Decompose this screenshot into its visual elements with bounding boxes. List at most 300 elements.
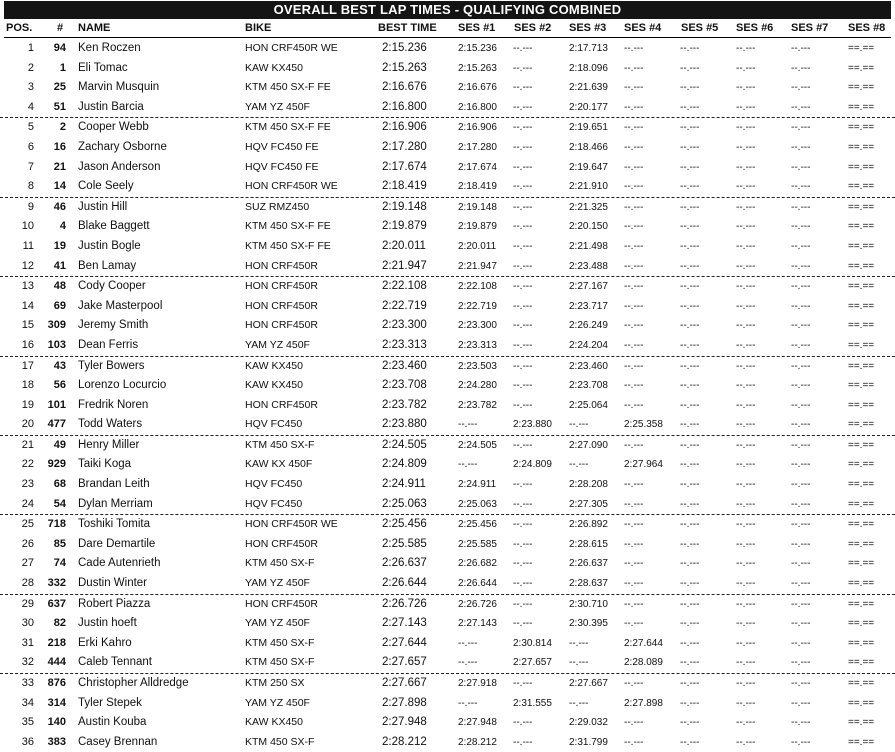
best-time-cell: 2:17.674	[382, 160, 427, 173]
rider-name: Taiki Koga	[78, 458, 132, 471]
best-time-cell: 2:22.719	[382, 299, 427, 312]
col-bike: BIKE	[245, 22, 272, 34]
session-1-cell: 2:16.800	[458, 101, 497, 113]
session-6-cell: --.---	[736, 101, 756, 113]
best-time-cell: 2:21.947	[382, 259, 427, 272]
session-6-cell: --.---	[736, 141, 756, 153]
results-table	[0, 39, 895, 752]
session-4-cell: --.---	[624, 240, 644, 252]
session-2-cell: --.---	[513, 380, 533, 392]
session-1-cell: 2:26.682	[458, 558, 497, 570]
session-8-cell: ==.==	[848, 221, 875, 233]
pos-cell: 9	[27, 200, 34, 213]
bike-cell: KAW KX 450F	[245, 458, 313, 471]
session-8-cell: ==.==	[848, 240, 875, 252]
session-5-cell: --.---	[680, 82, 700, 94]
pos-cell: 33	[21, 677, 34, 689]
bike-cell: KTM 450 SX-F	[245, 438, 315, 451]
rider-name: Cooper Webb	[78, 121, 149, 134]
table-row	[0, 237, 895, 257]
best-time-cell: 2:23.460	[382, 359, 427, 372]
session-2-cell: 2:31.555	[513, 697, 552, 709]
col-name: NAME	[78, 22, 111, 34]
best-time-cell: 2:15.263	[382, 61, 427, 74]
session-5-cell: --.---	[680, 281, 700, 293]
session-3-cell: 2:24.204	[569, 339, 608, 351]
session-6-cell: --.---	[736, 578, 756, 590]
session-4-cell: 2:25.358	[624, 419, 663, 431]
report-title: OVERALL BEST LAP TIMES - QUALIFYING COMBINED	[4, 1, 891, 19]
bike-cell: SUZ RMZ450	[245, 200, 310, 213]
rider-name: Cade Autenrieth	[78, 557, 161, 570]
number-cell: 48	[53, 280, 66, 293]
session-1-cell: 2:28.212	[458, 736, 497, 748]
session-1-cell: 2:25.585	[458, 538, 497, 550]
bike-cell: KTM 450 SX-F FE	[245, 81, 331, 94]
best-time-cell: 2:18.419	[382, 180, 427, 193]
number-cell: 929	[47, 458, 66, 471]
session-6-cell: --.---	[736, 240, 756, 252]
table-row	[0, 78, 895, 98]
session-3-cell: 2:27.090	[569, 439, 608, 451]
col-ses-6: SES #6	[736, 22, 774, 34]
best-time-cell: 2:24.911	[382, 478, 426, 491]
session-4-cell: --.---	[624, 43, 644, 54]
session-4-cell: --.---	[624, 498, 644, 510]
session-1-cell: 2:26.726	[458, 598, 497, 610]
session-8-cell: ==.==	[848, 320, 875, 332]
best-time-cell: 2:24.505	[382, 438, 427, 451]
table-row	[0, 336, 895, 357]
bike-cell: HQV FC450	[245, 418, 303, 431]
session-7-cell: --.---	[791, 221, 811, 233]
session-2-cell: --.---	[513, 300, 533, 312]
bike-cell: HON CRF450R WE	[245, 180, 338, 193]
table-row	[0, 495, 895, 516]
session-8-cell: ==.==	[848, 657, 875, 669]
session-3-cell: --.---	[569, 657, 589, 669]
column-header-row	[0, 22, 895, 38]
session-7-cell: --.---	[791, 320, 811, 332]
number-cell: 16	[53, 140, 66, 153]
rider-name: Caleb Tennant	[78, 656, 152, 669]
session-8-cell: ==.==	[848, 558, 875, 570]
table-row	[0, 694, 895, 714]
number-cell: 51	[53, 100, 66, 113]
session-6-cell: --.---	[736, 697, 756, 709]
pos-cell: 16	[21, 338, 34, 351]
col-number: #	[57, 22, 64, 34]
session-5-cell: --.---	[680, 62, 700, 74]
bike-cell: KTM 450 SX-F	[245, 557, 315, 570]
session-5-cell: --.---	[680, 558, 700, 570]
session-8-cell: ==.==	[848, 678, 875, 689]
best-time-cell: 2:23.300	[382, 319, 427, 332]
session-2-cell: --.---	[513, 439, 533, 451]
session-3-cell: 2:18.096	[569, 62, 608, 74]
session-1-cell: 2:16.676	[458, 82, 497, 94]
session-4-cell: 2:27.964	[624, 459, 663, 471]
best-time-cell: 2:16.676	[382, 81, 427, 94]
session-7-cell: --.---	[791, 122, 811, 134]
session-3-cell: 2:27.305	[569, 498, 608, 510]
best-time-cell: 2:23.782	[382, 398, 427, 411]
pos-cell: 1	[27, 42, 34, 54]
rider-name: Justin hoeft	[78, 617, 137, 630]
session-2-cell: --.---	[513, 260, 533, 272]
session-2-cell: --.---	[513, 122, 533, 134]
session-7-cell: --.---	[791, 558, 811, 570]
session-6-cell: --.---	[736, 380, 756, 392]
session-8-cell: ==.==	[848, 439, 875, 451]
session-3-cell: 2:17.713	[569, 43, 608, 54]
table-row	[0, 415, 895, 436]
best-time-cell: 2:19.148	[382, 200, 427, 213]
number-cell: 14	[53, 180, 66, 193]
session-3-cell: 2:23.488	[569, 260, 608, 272]
bike-cell: KAW KX450	[245, 716, 303, 729]
session-1-cell: 2:19.879	[458, 221, 497, 233]
session-2-cell: --.---	[513, 399, 533, 411]
session-5-cell: --.---	[680, 697, 700, 709]
rider-name: Austin Kouba	[78, 716, 147, 729]
session-1-cell: 2:23.503	[458, 360, 497, 372]
session-2-cell: --.---	[513, 141, 533, 153]
session-2-cell: --.---	[513, 618, 533, 630]
table-row	[0, 574, 895, 595]
table-row	[0, 455, 895, 475]
pos-cell: 26	[21, 537, 34, 550]
session-7-cell: --.---	[791, 181, 811, 193]
bike-cell: YAM YZ 450F	[245, 338, 310, 351]
session-7-cell: --.---	[791, 618, 811, 630]
table-row	[0, 257, 895, 278]
best-time-cell: 2:27.644	[382, 636, 427, 649]
session-6-cell: --.---	[736, 320, 756, 332]
session-7-cell: --.---	[791, 260, 811, 272]
best-time-cell: 2:20.011	[382, 239, 426, 252]
table-row	[0, 595, 895, 615]
session-5-cell: --.---	[680, 161, 700, 173]
bike-cell: HON CRF450R WE	[245, 42, 338, 54]
best-time-cell: 2:16.800	[382, 100, 427, 113]
rider-name: Dare Demartile	[78, 537, 156, 550]
bike-cell: HQV FC450	[245, 478, 303, 491]
rider-name: Henry Miller	[78, 438, 140, 451]
session-8-cell: ==.==	[848, 736, 875, 748]
number-cell: 477	[47, 418, 66, 431]
number-cell: 1	[59, 61, 66, 74]
session-5-cell: --.---	[680, 538, 700, 550]
table-row	[0, 396, 895, 416]
pos-cell: 17	[21, 359, 34, 372]
session-5-cell: --.---	[680, 360, 700, 372]
session-7-cell: --.---	[791, 419, 811, 431]
number-cell: 68	[53, 478, 66, 491]
pos-cell: 4	[27, 100, 34, 113]
best-time-cell: 2:27.667	[382, 677, 427, 689]
session-2-cell: --.---	[513, 519, 533, 531]
session-6-cell: --.---	[736, 300, 756, 312]
session-5-cell: --.---	[680, 260, 700, 272]
number-cell: 43	[53, 359, 66, 372]
number-cell: 69	[53, 299, 66, 312]
session-6-cell: --.---	[736, 399, 756, 411]
pos-cell: 11	[22, 239, 34, 252]
session-5-cell: --.---	[680, 498, 700, 510]
session-4-cell: 2:27.898	[624, 697, 663, 709]
session-6-cell: --.---	[736, 260, 756, 272]
best-time-cell: 2:27.143	[382, 617, 427, 630]
session-3-cell: 2:28.208	[569, 479, 608, 491]
best-time-cell: 2:27.898	[382, 696, 427, 709]
bike-cell: KTM 450 SX-F	[245, 656, 315, 669]
rider-name: Eli Tomac	[78, 61, 128, 74]
session-2-cell: --.---	[513, 240, 533, 252]
rider-name: Toshiki Tomita	[78, 518, 151, 531]
table-row	[0, 277, 895, 297]
number-cell: 4	[59, 220, 66, 233]
session-6-cell: --.---	[736, 439, 756, 451]
session-4-cell: --.---	[624, 221, 644, 233]
pos-cell: 19	[21, 398, 34, 411]
session-2-cell: --.---	[513, 538, 533, 550]
session-4-cell: --.---	[624, 360, 644, 372]
session-7-cell: --.---	[791, 300, 811, 312]
session-7-cell: --.---	[791, 697, 811, 709]
best-time-cell: 2:23.880	[382, 418, 427, 431]
pos-cell: 3	[27, 81, 34, 94]
table-row	[0, 475, 895, 495]
session-6-cell: --.---	[736, 62, 756, 74]
session-8-cell: ==.==	[848, 399, 875, 411]
pos-cell: 36	[21, 735, 34, 748]
session-8-cell: ==.==	[848, 598, 875, 610]
session-5-cell: --.---	[680, 181, 700, 193]
session-5-cell: --.---	[680, 43, 700, 54]
session-7-cell: --.---	[791, 657, 811, 669]
session-3-cell: 2:21.325	[569, 201, 608, 213]
session-1-cell: 2:24.911	[458, 479, 497, 491]
session-1-cell: 2:26.644	[458, 578, 497, 590]
rider-name: Dean Ferris	[78, 338, 139, 351]
session-1-cell: 2:21.947	[458, 260, 497, 272]
session-5-cell: --.---	[680, 519, 700, 531]
table-row	[0, 297, 895, 317]
session-1-cell: --.---	[458, 697, 478, 709]
bike-cell: KTM 450 SX-F FE	[245, 121, 331, 134]
pos-cell: 15	[21, 319, 34, 332]
session-7-cell: --.---	[791, 399, 811, 411]
rider-name: Robert Piazza	[78, 597, 151, 610]
session-7-cell: --.---	[791, 598, 811, 610]
session-2-cell: --.---	[513, 221, 533, 233]
session-4-cell: --.---	[624, 281, 644, 293]
session-4-cell: --.---	[624, 538, 644, 550]
session-4-cell: --.---	[624, 439, 644, 451]
rider-name: Brandan Leith	[78, 478, 150, 491]
session-2-cell: --.---	[513, 479, 533, 491]
session-5-cell: --.---	[680, 717, 700, 729]
session-7-cell: --.---	[791, 240, 811, 252]
number-cell: 444	[47, 656, 66, 669]
best-time-cell: 2:25.585	[382, 537, 427, 550]
session-5-cell: --.---	[680, 479, 700, 491]
session-2-cell: 2:30.814	[513, 637, 552, 649]
session-6-cell: --.---	[736, 558, 756, 570]
session-3-cell: 2:23.460	[569, 360, 608, 372]
number-cell: 101	[47, 398, 66, 411]
bike-cell: KTM 450 SX-F	[245, 636, 315, 649]
session-2-cell: 2:27.657	[513, 657, 552, 669]
session-2-cell: --.---	[513, 161, 533, 173]
session-6-cell: --.---	[736, 339, 756, 351]
pos-cell: 12	[21, 259, 34, 272]
session-6-cell: --.---	[736, 598, 756, 610]
table-row	[0, 634, 895, 654]
table-row	[0, 98, 895, 119]
session-2-cell: --.---	[513, 320, 533, 332]
session-6-cell: --.---	[736, 717, 756, 729]
session-8-cell: ==.==	[848, 498, 875, 510]
best-time-cell: 2:26.637	[382, 557, 427, 570]
session-5-cell: --.---	[680, 578, 700, 590]
session-4-cell: --.---	[624, 558, 644, 570]
best-time-cell: 2:28.212	[382, 735, 427, 748]
col-ses-7: SES #7	[791, 22, 829, 34]
col-ses-1: SES #1	[458, 22, 496, 34]
bike-cell: YAM YZ 450F	[245, 100, 310, 113]
session-4-cell: --.---	[624, 717, 644, 729]
number-cell: 21	[53, 160, 66, 173]
session-1-cell: 2:23.313	[458, 339, 497, 351]
number-cell: 140	[47, 716, 66, 729]
table-row	[0, 713, 895, 733]
pos-cell: 6	[27, 140, 34, 153]
session-5-cell: --.---	[680, 736, 700, 748]
session-4-cell: --.---	[624, 399, 644, 411]
table-row	[0, 674, 895, 694]
session-1-cell: 2:24.505	[458, 439, 497, 451]
session-4-cell: --.---	[624, 339, 644, 351]
session-6-cell: --.---	[736, 360, 756, 372]
rider-name: Dylan Merriam	[78, 497, 153, 510]
rider-name: Marvin Musquin	[78, 81, 160, 94]
session-8-cell: ==.==	[848, 380, 875, 392]
table-row	[0, 376, 895, 396]
pos-cell: 29	[21, 597, 34, 610]
session-5-cell: --.---	[680, 657, 700, 669]
rider-name: Justin Hill	[78, 200, 128, 213]
session-8-cell: ==.==	[848, 43, 875, 54]
session-3-cell: 2:26.637	[569, 558, 608, 570]
session-4-cell: --.---	[624, 380, 644, 392]
session-1-cell: 2:19.148	[458, 201, 497, 213]
table-row	[0, 614, 895, 634]
bike-cell: HON CRF450R	[245, 398, 318, 411]
pos-cell: 21	[21, 438, 34, 451]
number-cell: 85	[53, 537, 66, 550]
session-6-cell: --.---	[736, 538, 756, 550]
best-time-cell: 2:16.906	[382, 121, 427, 134]
rider-name: Tyler Bowers	[78, 359, 145, 372]
session-8-cell: ==.==	[848, 260, 875, 272]
table-row	[0, 316, 895, 336]
pos-cell: 24	[21, 497, 34, 510]
table-row	[0, 733, 895, 752]
session-2-cell: --.---	[513, 43, 533, 54]
session-7-cell: --.---	[791, 459, 811, 471]
session-5-cell: --.---	[680, 300, 700, 312]
session-2-cell: 2:24.809	[513, 459, 552, 471]
session-3-cell: 2:23.717	[569, 300, 608, 312]
bike-cell: KTM 450 SX-F FE	[245, 220, 331, 233]
session-7-cell: --.---	[791, 339, 811, 351]
session-7-cell: --.---	[791, 380, 811, 392]
best-time-cell: 2:17.280	[382, 140, 427, 153]
pos-cell: 27	[21, 557, 34, 570]
session-7-cell: --.---	[791, 82, 811, 94]
best-time-cell: 2:26.726	[382, 597, 427, 610]
rider-name: Zachary Osborne	[78, 140, 167, 153]
session-4-cell: --.---	[624, 300, 644, 312]
session-3-cell: 2:19.651	[569, 122, 608, 134]
number-cell: 332	[47, 577, 66, 590]
bike-cell: HQV FC450 FE	[245, 160, 319, 173]
number-cell: 637	[47, 597, 66, 610]
session-5-cell: --.---	[680, 201, 700, 213]
session-2-cell: --.---	[513, 598, 533, 610]
session-5-cell: --.---	[680, 141, 700, 153]
session-7-cell: --.---	[791, 519, 811, 531]
rider-name: Cole Seely	[78, 180, 134, 193]
session-2-cell: --.---	[513, 101, 533, 113]
rider-name: Tyler Stepek	[78, 696, 142, 709]
session-4-cell: --.---	[624, 101, 644, 113]
number-cell: 74	[53, 557, 66, 570]
session-4-cell: --.---	[624, 122, 644, 134]
bike-cell: HQV FC450 FE	[245, 140, 319, 153]
session-1-cell: 2:25.063	[458, 498, 497, 510]
session-1-cell: 2:25.456	[458, 519, 497, 531]
best-time-cell: 2:24.809	[382, 458, 427, 471]
number-cell: 218	[47, 636, 66, 649]
session-8-cell: ==.==	[848, 519, 875, 531]
session-3-cell: 2:27.167	[569, 281, 608, 293]
session-6-cell: --.---	[736, 479, 756, 491]
session-5-cell: --.---	[680, 399, 700, 411]
session-3-cell: 2:25.064	[569, 399, 608, 411]
number-cell: 46	[53, 200, 66, 213]
session-8-cell: ==.==	[848, 161, 875, 173]
bike-cell: HON CRF450R	[245, 259, 318, 272]
table-row	[0, 217, 895, 237]
session-5-cell: --.---	[680, 221, 700, 233]
number-cell: 103	[47, 338, 66, 351]
session-8-cell: ==.==	[848, 300, 875, 312]
session-2-cell: --.---	[513, 281, 533, 293]
session-1-cell: 2:22.719	[458, 300, 497, 312]
session-6-cell: --.---	[736, 459, 756, 471]
session-8-cell: ==.==	[848, 281, 875, 293]
pos-cell: 20	[21, 418, 34, 431]
number-cell: 19	[53, 239, 66, 252]
pos-cell: 35	[21, 716, 34, 729]
session-6-cell: --.---	[736, 43, 756, 54]
bike-cell: HQV FC450	[245, 497, 303, 510]
bike-cell: KAW KX450	[245, 359, 303, 372]
number-cell: 82	[53, 617, 66, 630]
